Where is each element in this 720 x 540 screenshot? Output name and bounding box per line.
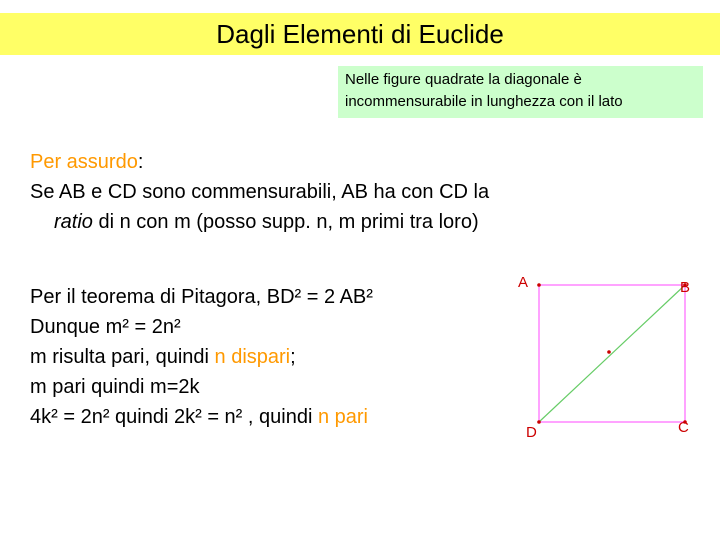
derivation-line-3-prefix: m risulta pari, quindi (30, 346, 215, 368)
label-b: B (680, 279, 691, 296)
proof-paragraph (30, 147, 489, 237)
label-d: D (526, 424, 537, 441)
derivation-line-4: m pari quindi m=2k (30, 376, 200, 398)
assumption-text: Per assurdo (30, 151, 138, 173)
derivation-line-3-suffix: ; (290, 346, 296, 368)
square-diagonal-figure (510, 265, 710, 445)
proof-line-1: Se AB e CD sono commensurabili, AB ha con CD la (30, 181, 490, 203)
label-c: C (678, 419, 689, 436)
n-pari-text: n pari (317, 406, 368, 428)
assumption-colon: : (137, 151, 144, 173)
proof-line-2-rest: di n con m (posso supp. n, m primi tra loro) (92, 211, 479, 233)
assumption-line (30, 147, 489, 177)
title-bar (0, 13, 720, 55)
note-line-1: Nelle figure quadrate la diagonale è (345, 71, 582, 88)
point-a (537, 283, 541, 287)
derivation-line-5 (30, 402, 373, 432)
note-line-2: incommensurabile in lunghezza con il lato (345, 93, 623, 110)
proof-line-2 (30, 207, 489, 237)
derivation-line-1: Per il teorema di Pitagora, BD² = 2 AB² (30, 286, 373, 308)
center-point (607, 350, 611, 354)
ratio-word: ratio (54, 211, 93, 233)
derivation-line-2: Dunque m² = 2n² (30, 316, 181, 338)
derivation-line-5-prefix: 4k² = 2n² quindi 2k² = n² , quindi (30, 406, 318, 428)
n-dispari-text: n dispari (214, 346, 291, 368)
diagonal-bd (539, 285, 685, 422)
label-a: A (518, 274, 529, 291)
derivation-line-3 (30, 342, 373, 372)
theorem-note-box (338, 66, 703, 118)
page-title: Dagli Elementi di Euclide (216, 18, 504, 49)
derivation-paragraph (30, 282, 373, 432)
point-d (537, 420, 541, 424)
